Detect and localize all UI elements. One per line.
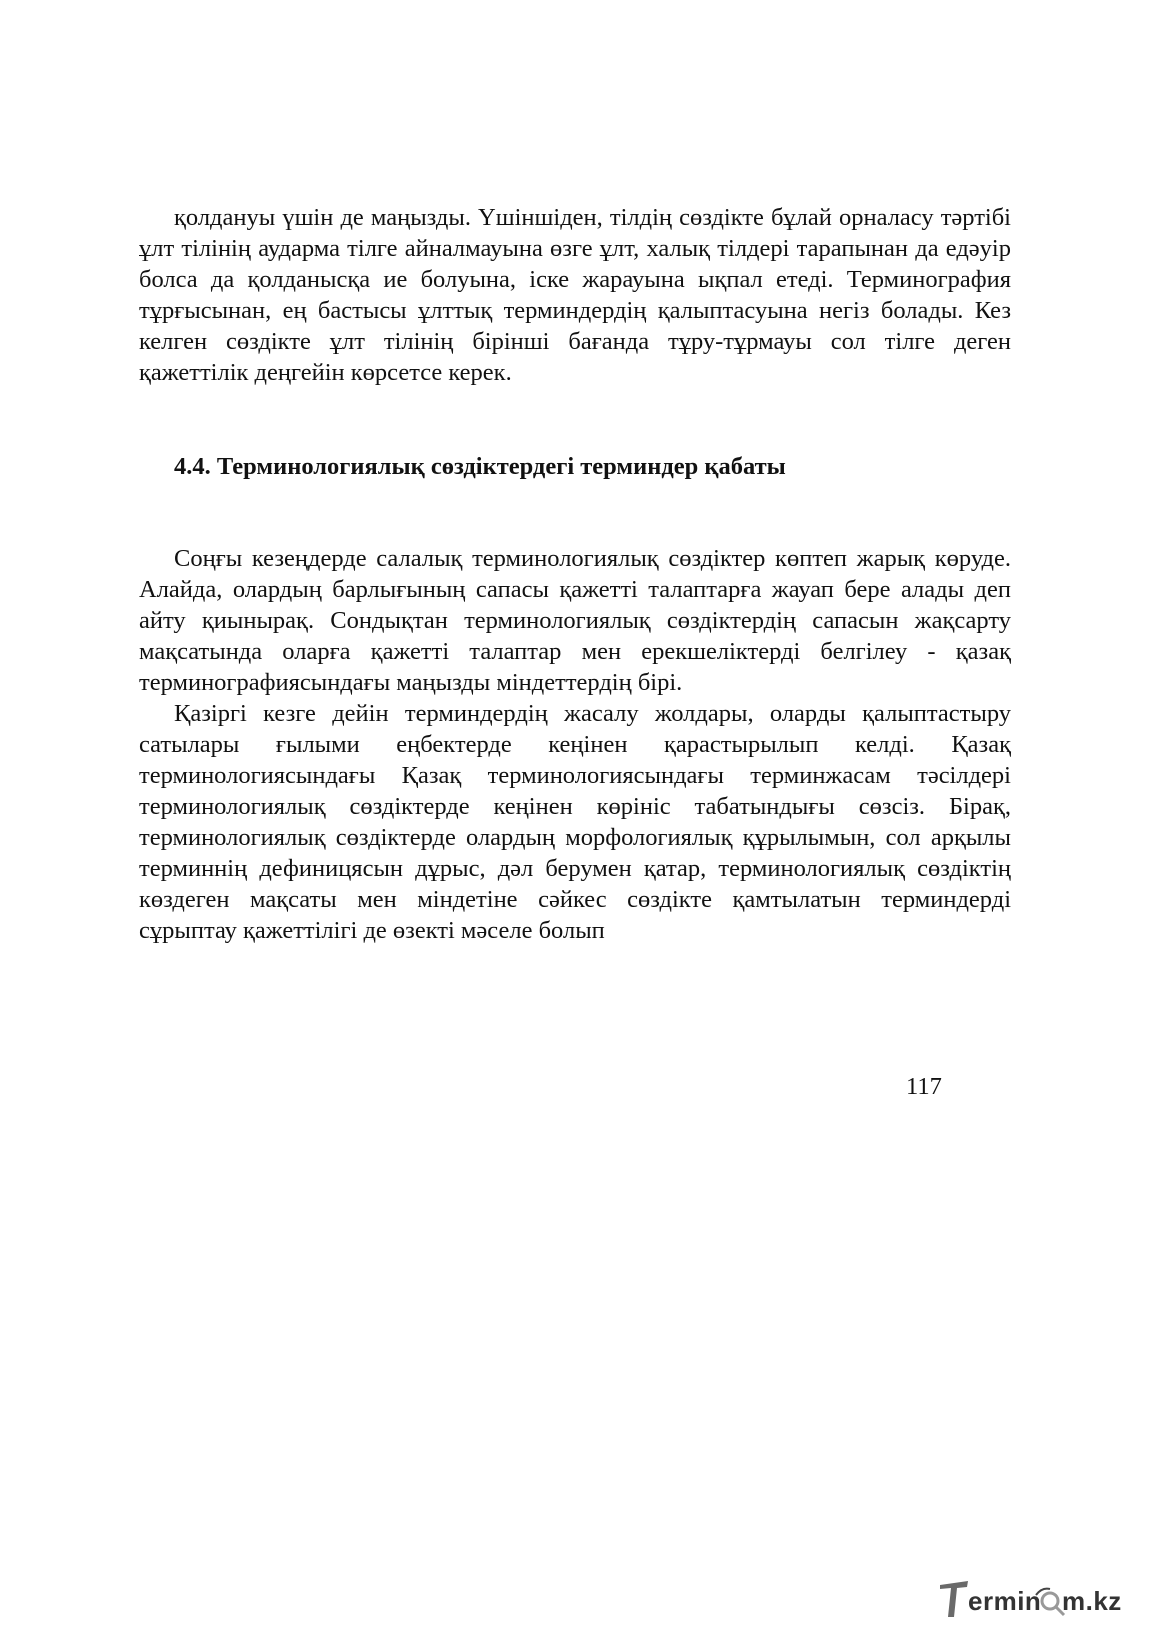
watermark-logo — [938, 1573, 1152, 1623]
watermark-logo-graphic — [938, 1573, 1152, 1623]
svg-text:m.kz: m.kz — [1062, 1586, 1122, 1616]
paragraph-text: Соңғы кезеңдерде салалық терминологиялық сөздіктер көптеп жарық көруде. Алайда, олардың барлығының сапасы қажетті талаптарға жауап бере алады деп айту қиынырақ. Сондықтан терминологиялық сөздіктердің сапасын жақсарту мақсатында оларға қажетті талаптар мен ерекшеліктерді белгілеу - қазақ терминографиясындағы маңызды міндеттердің бірі. — [139, 545, 1011, 696]
paragraph — [139, 543, 1011, 698]
paragraph-text: қолдануы үшін де маңызды. Үшіншіден, тілдің сөздікте бұлай орналасу тәртібі ұлт тілінің аударма тілге айналмауына өзге ұлт, халық тілдері тарапынан да едәуір болса да қолданысқа ие болуына, іске жарауына ықпал етеді. Терминография тұрғысынан, ең бастысы ұлттық терминдердің қалыптасуына негіз болады. Кез келген сөздікте ұлт тілінің бірінші бағанда тұру-тұрмауы сол тілге деген қажеттілік деңгейін көрсетсе керек. — [139, 204, 1011, 386]
page-number: 117 — [906, 1073, 942, 1100]
svg-text:ermin: ermin — [968, 1586, 1042, 1616]
section-heading: 4.4. Терминологиялық сөздіктердегі терминдер қабаты — [174, 453, 786, 480]
paragraph-continuation — [139, 202, 1011, 388]
paragraph-text: Қазіргі кезге дейін терминдердің жасалу жолдары, оларды қалыптастыру сатылары ғылыми еңбектерде кеңінен қарастырылып келді. Қазақ терминологиясындағы Қазақ терминологиясындағы терминжасам тәсілдері терминологиялық сөздіктерде кеңінен көрініс табатындығы сөзсіз. Бірақ, терминологиялық сөздіктерде олардың морфологиялық құрылымын, сол арқылы терминнің дефиницясын дұрыс, дәл берумен қатар, терминологиялық сөздіктің көздеген мақсаты мен міндетіне сәйкес сөздікте қамтылатын терминдерді сұрыптау қажеттілігі де өзекті мәселе болып — [139, 700, 1011, 944]
paragraph — [139, 698, 1011, 946]
